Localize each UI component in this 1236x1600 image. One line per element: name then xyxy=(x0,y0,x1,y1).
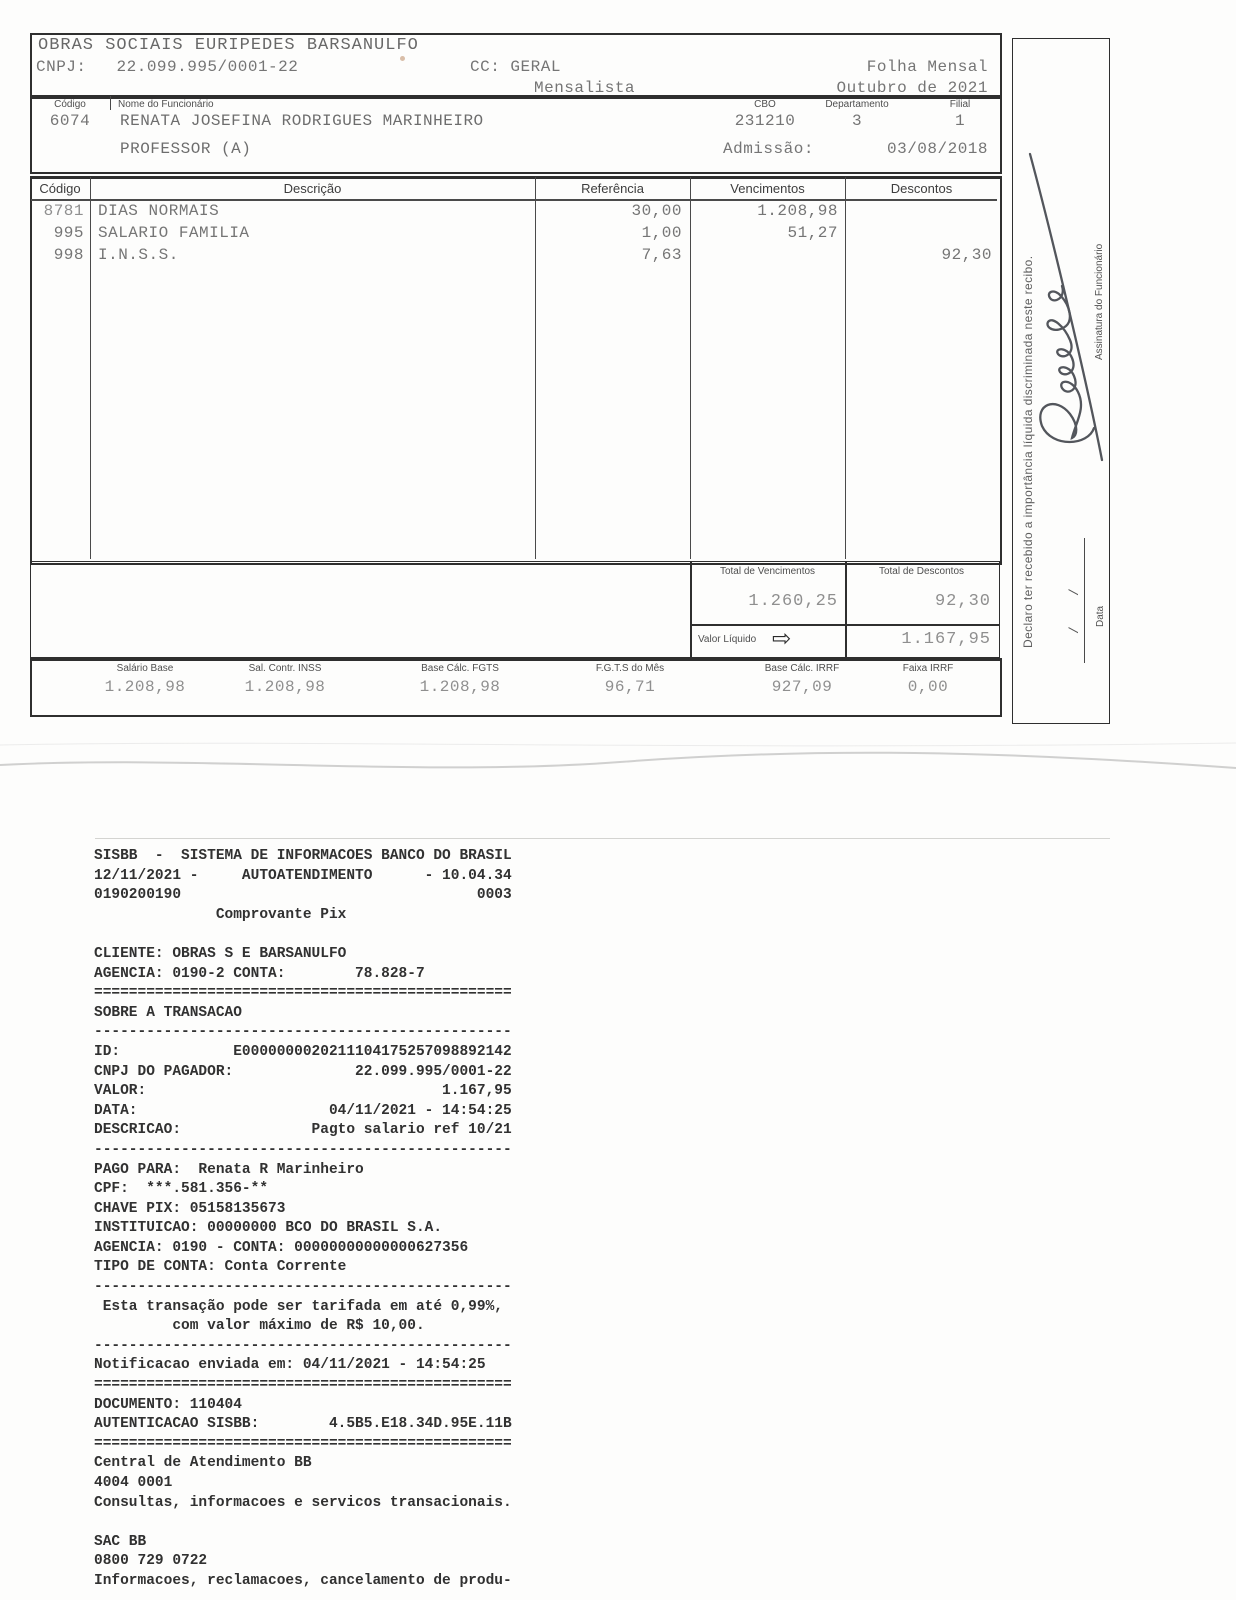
employee-code-label: Código xyxy=(54,99,86,110)
net-value: 1.167,95 xyxy=(901,630,991,649)
receipt-line: Informacoes, reclamacoes, cancelamento de produ- xyxy=(94,1572,512,1589)
cbo-value: 231210 xyxy=(734,112,796,130)
items-header-rule xyxy=(31,199,997,201)
company-name: OBRAS SOCIAIS EURIPEDES BARSANULFO xyxy=(38,36,419,55)
item-reference: 1,00 xyxy=(641,224,682,242)
signature-label: Assinatura do Funcionário xyxy=(1094,243,1105,360)
total-deductions-label: Total de Descontos xyxy=(878,566,965,577)
footer-value: 96,71 xyxy=(604,678,656,696)
col-divider-1 xyxy=(90,177,91,559)
department-label: Departamento xyxy=(825,99,889,110)
item-reference: 7,63 xyxy=(641,246,682,264)
date-label: Data xyxy=(1095,605,1106,627)
receipt-line: Central de Atendimento BB xyxy=(94,1455,312,1472)
col-divider-3 xyxy=(690,177,691,559)
receipt-line: AUTENTICACAO SISBB: 4.5B5.E18.34D.95E.11B xyxy=(94,1416,512,1433)
col-header-descontos: Descontos xyxy=(890,181,953,196)
item-code: 995 xyxy=(53,224,84,242)
col-header-codigo: Código xyxy=(39,181,81,196)
item-earning: 1.208,98 xyxy=(757,202,838,220)
receipt-line: ------------------------------------------------ xyxy=(94,1279,512,1296)
receipt-line: VALOR: 1.167,95 xyxy=(94,1083,512,1100)
receipt-line: CNPJ DO PAGADOR: 22.099.995/0001-22 xyxy=(94,1063,512,1080)
total-earnings-value: 1.260,25 xyxy=(748,592,838,611)
receipt-line: Comprovante Pix xyxy=(94,906,347,923)
col-divider-2 xyxy=(535,177,536,559)
employee-name-label: Nome do Funcionário xyxy=(118,99,214,110)
receipt-line: CHAVE PIX: 05158135673 xyxy=(94,1200,286,1217)
receipt-line: ================================================ xyxy=(94,985,512,1002)
department-value: 3 xyxy=(851,112,863,130)
sheet-period: Outubro de 2021 xyxy=(836,79,988,97)
date-line xyxy=(1084,538,1085,663)
footer-label: Faixa IRRF xyxy=(902,663,954,674)
receipt-line: DOCUMENTO: 110404 xyxy=(94,1396,242,1413)
item-description: I.N.S.S. xyxy=(98,246,179,264)
receipt-line: PAGO PARA: Renata R Marinheiro xyxy=(94,1161,364,1178)
receipt-line: Notificacao enviada em: 04/11/2021 - 14:54:25 xyxy=(94,1357,486,1374)
receipt-line xyxy=(94,1513,512,1533)
signature-block-rotated xyxy=(1012,38,1108,722)
admission-date: 03/08/2018 xyxy=(886,140,988,158)
col-header-referencia: Referência xyxy=(581,181,644,196)
receipt-line: DATA: 04/11/2021 - 14:54:25 xyxy=(94,1102,512,1119)
employee-name: RENATA JOSEFINA RODRIGUES MARINHEIRO xyxy=(120,112,484,130)
admission-label: Admissão: xyxy=(723,140,814,158)
receipt-line: TIPO DE CONTA: Conta Corrente xyxy=(94,1259,347,1276)
item-reference: 30,00 xyxy=(631,202,682,220)
receipt-line: Consultas, informacoes e servicos transacionais. xyxy=(94,1494,512,1511)
receipt-line: Esta transação pode ser tarifada em até 0,99%, xyxy=(94,1298,503,1315)
date-slash: / xyxy=(1067,625,1082,634)
receipt-line: com valor máximo de R$ 10,00. xyxy=(94,1318,425,1335)
receipt-line: SAC BB xyxy=(94,1533,147,1550)
receipt-line: ID: E0000000020211104175257098892142 xyxy=(94,1043,512,1060)
receipt-line: ------------------------------------------------ xyxy=(94,1337,512,1354)
footer-value: 1.208,98 xyxy=(104,678,186,696)
footer-value: 0,00 xyxy=(907,678,949,696)
scan-artifact xyxy=(400,56,405,61)
fold-line xyxy=(0,735,1236,795)
col-header-vencimentos: Vencimentos xyxy=(730,181,805,196)
branch-value: 1 xyxy=(954,112,966,130)
employee-code: 6074 xyxy=(49,112,91,130)
receipt-line: AGENCIA: 0190 - CONTA: 00000000000000627356 xyxy=(94,1239,469,1256)
receipt-line: ------------------------------------------------ xyxy=(94,1141,512,1158)
item-description: DIAS NORMAIS xyxy=(98,202,220,220)
total-deductions-value: 92,30 xyxy=(934,592,991,611)
receipt-line: ================================================ xyxy=(94,1435,512,1452)
receipt-line: 4004 0001 xyxy=(94,1475,173,1491)
receipt-line: SISBB - SISTEMA DE INFORMACOES BANCO DO BRASIL xyxy=(94,848,512,864)
cbo-label: CBO xyxy=(754,99,776,110)
footer-label: F.G.T.S do Mês xyxy=(595,663,665,674)
cost-center: CC: GERAL xyxy=(470,58,561,76)
cnpj-row xyxy=(36,58,298,77)
receipt-line: AGENCIA: 0190-2 CONTA: 78.828-7 xyxy=(94,965,425,982)
receipt-line: ------------------------------------------------ xyxy=(94,1024,512,1041)
receipt-line: CPF: ***.581.356-** xyxy=(94,1181,269,1198)
footer-label: Base Cálc. IRRF xyxy=(764,663,840,674)
receipt-line: SOBRE A TRANSACAO xyxy=(94,1004,242,1021)
receipt-line xyxy=(94,925,512,945)
item-deduction: 92,30 xyxy=(941,246,992,264)
scan-edge-line xyxy=(95,838,1110,839)
sheet-title: Folha Mensal xyxy=(866,58,988,76)
footer-value: 927,09 xyxy=(771,678,833,696)
receipt xyxy=(94,847,512,1592)
branch-label: Filial xyxy=(949,99,971,110)
item-code: 998 xyxy=(53,246,84,264)
totals-left-empty-box xyxy=(30,561,692,658)
cnpj-value: 22.099.995/0001-22 xyxy=(116,58,299,76)
receipt-line: 0190200190 0003 xyxy=(94,887,512,904)
net-value-label: Valor Líquido xyxy=(698,634,757,645)
receipt-line: ================================================ xyxy=(94,1377,512,1394)
arrow-right-icon: ⇨ xyxy=(772,626,792,652)
footer-label: Salário Base xyxy=(116,663,174,674)
item-code: 8781 xyxy=(43,202,84,220)
receipt-line: DESCRICAO: Pagto salario ref 10/21 xyxy=(94,1122,512,1139)
col-header-descricao: Descrição xyxy=(283,181,342,196)
footer-label: Base Cálc. FGTS xyxy=(421,663,499,674)
payment-type: Mensalista xyxy=(534,79,636,97)
employee-role: PROFESSOR (A) xyxy=(120,140,252,158)
receipt-line: CLIENTE: OBRAS S E BARSANULFO xyxy=(94,945,347,962)
footer-value: 1.208,98 xyxy=(419,678,501,696)
receipt-line: 0800 729 0722 xyxy=(94,1553,208,1570)
footer-value: 1.208,98 xyxy=(244,678,326,696)
total-earnings-label: Total de Vencimentos xyxy=(719,566,816,577)
receipt-line: INSTITUICAO: 00000000 BCO DO BRASIL S.A. xyxy=(94,1220,443,1237)
item-earning: 51,27 xyxy=(787,224,838,242)
receipt-line: 12/11/2021 - AUTOATENDIMENTO - 10.04.34 xyxy=(94,867,512,884)
declaration-text: Declaro ter recebido a importância líquida discriminada neste recibo. xyxy=(1021,255,1035,648)
date-slash: / xyxy=(1067,587,1082,596)
employee-label-divider xyxy=(110,96,111,110)
footer-label: Sal. Contr. INSS xyxy=(248,663,322,674)
item-description: SALARIO FAMILIA xyxy=(98,224,250,242)
col-divider-4 xyxy=(845,177,846,559)
cnpj-label: CNPJ: xyxy=(36,58,87,76)
